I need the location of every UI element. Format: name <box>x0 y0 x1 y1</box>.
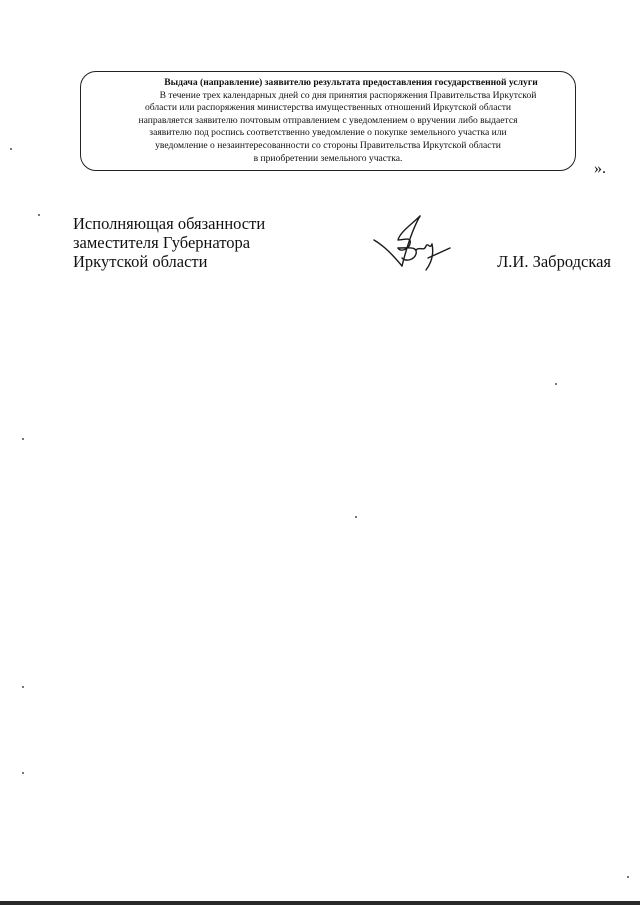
scan-speck <box>38 214 40 216</box>
signatory-position <box>73 214 265 271</box>
process-step-text-line: области или распоряжения министерства имущественных отношений Иркутской области <box>144 102 512 114</box>
scan-speck <box>355 516 357 518</box>
process-step-text-line: в приобретении земельного участка. <box>253 152 403 164</box>
process-step-title: Выдача (направление) заявителю результата предоставления государственной услуги <box>164 77 538 88</box>
signatory-position-line: заместителя Губернатора <box>73 233 251 252</box>
scan-speck <box>22 438 24 440</box>
closing-quote-mark: ». <box>594 160 606 177</box>
process-step-text-line: уведомление о незаинтересованности со стороны Правительства Иркутской области <box>155 139 501 151</box>
process-step-text-line: направляется заявителю почтовым отправлением с уведомлением о вручении либо выдается <box>138 114 518 126</box>
scan-speck <box>10 148 12 150</box>
signatory-name: Л.И. Забродская <box>497 252 611 271</box>
signatory-position-line: Исполняющая обязанности <box>73 214 266 233</box>
signatory-position-line: Иркутской области <box>73 252 208 271</box>
scan-speck <box>627 876 629 878</box>
handwritten-signature <box>362 210 454 276</box>
scan-speck <box>555 383 557 385</box>
process-step-text-line: В течение трех календарных дней со дня принятия распоряжения Правительства Иркутской <box>159 89 537 101</box>
process-step-text-line: заявителю под роспись соответственно уведомление о покупке земельного участка или <box>149 127 507 139</box>
process-step-box <box>80 71 576 171</box>
scan-speck <box>22 772 24 774</box>
scan-speck <box>22 686 24 688</box>
scan-bottom-edge <box>0 901 640 905</box>
